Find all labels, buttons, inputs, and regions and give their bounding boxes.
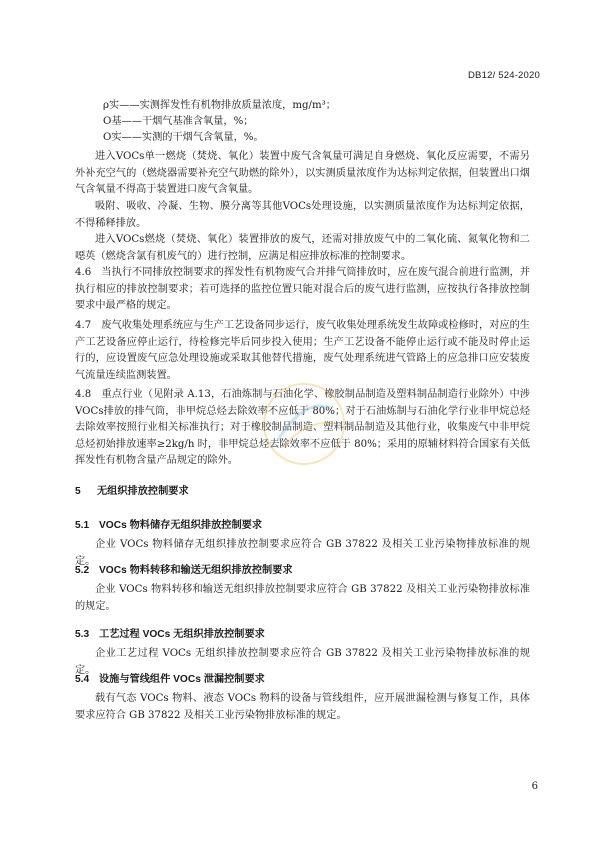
definition-rho: ρ实——实测挥发性有机物排放质量浓度，mg/m³； [103, 100, 336, 111]
subsection-body: 载有气态 VOCs 物料、液态 VOCs 物料的设备与管线组件，应开展泄漏检测与修复工作，具体要求应符合 GB 37822 及相关工业污染物排放标准的规定。 [75, 693, 530, 721]
subsection-heading [75, 670, 265, 685]
standard-number: DB12/ 524-2020 [468, 70, 540, 81]
section-5-number: 5 [75, 486, 81, 497]
paragraph-other-facilities: 吸附、吸收、冷凝、生物、膜分离等其他VOCs处理设施，以实测质量浓度作为达标判定依据，不得稀释排放。 [75, 201, 530, 229]
paragraph-combustion: 进入VOCs单一燃烧（焚烧、氧化）装置中废气含氧量可满足自身燃烧、氧化反应需要，不需另外补充空气的（燃烧器需要补充空气助燃的除外），以实测质量浓度作为达标判定依据，但装置出口烟气含氧量不得高于装置进口废气含氧量。 [75, 151, 530, 195]
subsection-number: 5.3 [75, 629, 90, 640]
clause-4-7: 4.7 废气收集处理系统应与生产工艺设备同步运行，废气收集处理系统发生故障或检修时，对应的生产工艺设备应停止运行，待检修完毕后同步投入使用；生产工艺设备不能停止运行或不能及时停止运行的，应设置废气应急处理设施或采取其他替代措施，废气处理系统进气管路上的应急排口应安装废气流量连续监测装置。 [75, 320, 530, 381]
subsection-title: 工艺过程 VOCs 无组织排放控制要求 [99, 629, 265, 640]
subsection-heading [75, 561, 293, 576]
clause-4-8: 4.8 重点行业（见附录 A.13，石油炼制与石油化学、橡胶制品制造及塑料制品制造行业除外）中涉VOCs排放的排气筒，非甲烷总烃去除效率不应低于 80%；对于石油炼制与石油化学行业非甲烷总烃去除效率按照行业相关标准执行；对于橡胶制品制造、塑料制品制造及其他行业，收集废气中非甲烷总烃初始排放速率≥2kg/h 时，非甲烷总烃去除效率不应低于 80%；采用的原辅材料符合国家有关低挥发性有机物含量产品规定的除外。 [75, 389, 530, 466]
subsection-title: VOCs 物料转移和输送无组织排放控制要求 [99, 565, 293, 576]
watermark-logo [258, 378, 350, 470]
section-5-heading [75, 482, 189, 497]
subsection-heading [75, 625, 265, 640]
definition-o-measured: O实——实测的干烟气含氧量，%。 [103, 132, 264, 143]
definition-o-base: O基——干烟气基准含氧量，%； [103, 116, 254, 127]
subsection-number: 5.4 [75, 674, 90, 685]
subsection-number: 5.1 [75, 520, 90, 531]
subsection-number: 5.2 [75, 565, 90, 576]
clause-4-6: 4.6 当执行不同排放控制要求的挥发性有机物废气合并排气筒排放时，应在废气混合前进行监测，并执行相应的排放控制要求；若可选择的监控位置只能对混合后的废气进行监测，应按执行各排放控制要求中最严格的规定。 [75, 267, 530, 311]
subsection-title: 设施与管线组件 VOCs 泄漏控制要求 [99, 674, 265, 685]
subsection-body: 企业 VOCs 物料转移和输送无组织排放控制要求应符合 GB 37822 及相关工业污染物排放标准的规定。 [75, 584, 530, 612]
subsection-body: 企业工艺过程 VOCs 无组织排放控制要求应符合 GB 37822 及相关工业污染物排放标准的规定。 [75, 648, 530, 676]
section-5-title: 无组织排放控制要求 [97, 486, 189, 497]
subsection-heading [75, 516, 262, 531]
subsection-body: 企业 VOCs 物料储存无组织排放控制要求应符合 GB 37822 及相关工业污染物排放标准的规定。 [75, 539, 530, 567]
paragraph-combustion-gases: 进入VOCs燃烧（焚烧、氧化）装置排放的废气，还需对排放废气中的二氧化硫、氮氧化物和二噁英（燃烧含氯有机废气的）进行控制，应满足相应排放标准的控制要求。 [75, 234, 530, 262]
subsection-title: VOCs 物料储存无组织排放控制要求 [99, 520, 263, 531]
page-number: 6 [531, 781, 538, 792]
